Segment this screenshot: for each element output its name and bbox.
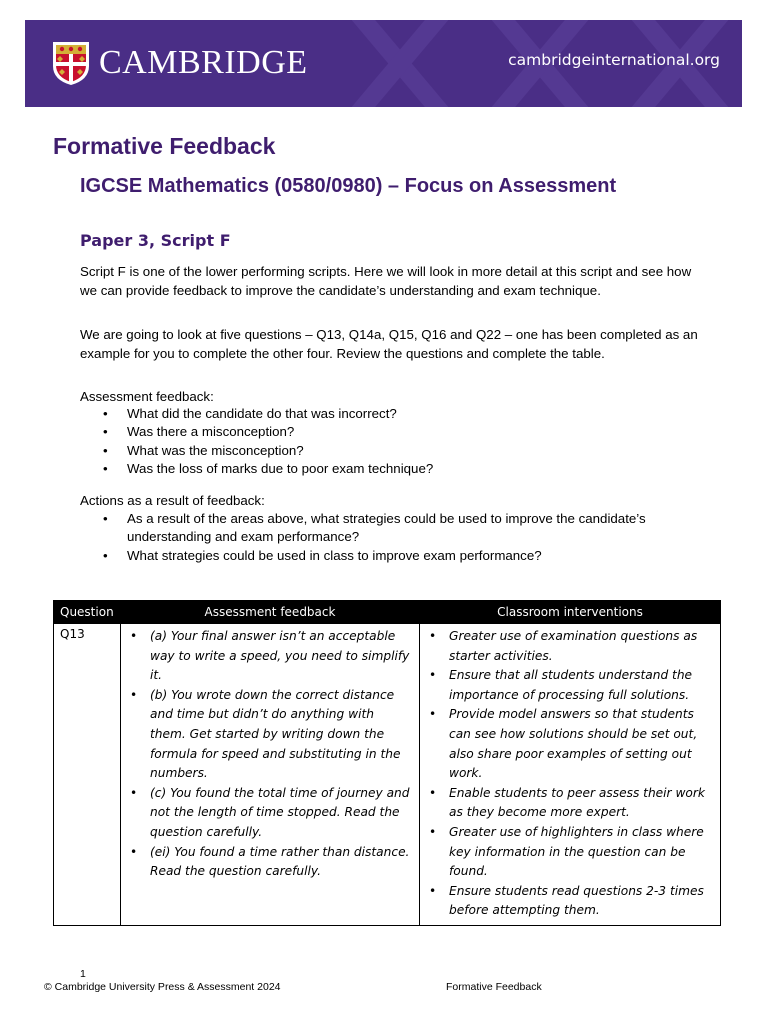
intervention-text: Greater use of examination questions as starter activities. bbox=[449, 629, 698, 663]
bullet-icon: • bbox=[103, 442, 108, 458]
list-item-text: Was there a misconception? bbox=[127, 424, 295, 440]
bullet-icon: • bbox=[103, 547, 108, 563]
list-item bbox=[80, 547, 700, 565]
paper-heading: Paper 3, Script F bbox=[80, 231, 231, 250]
feedback-text: (ei) You found a time rather than distance. Read the question carefully. bbox=[150, 844, 410, 879]
feedback-text: (c) You found the total time of journey and not the length of time stopped. Read the question carefully. bbox=[150, 785, 410, 839]
bullet-icon: • bbox=[130, 629, 138, 643]
bullet-icon: • bbox=[429, 824, 437, 839]
list-item-text: What strategies could be used in class to improve exam performance? bbox=[127, 547, 542, 563]
bullet-icon: • bbox=[429, 668, 437, 683]
cambridge-shield-icon bbox=[51, 40, 91, 86]
actions-lead: Actions as a result of feedback: bbox=[80, 493, 265, 508]
feedback-table bbox=[53, 600, 721, 926]
footer-doc-title: Formative Feedback bbox=[446, 981, 542, 993]
feedback-cell bbox=[121, 624, 420, 926]
list-item bbox=[80, 510, 700, 547]
interventions-cell bbox=[420, 624, 721, 926]
bullet-icon: • bbox=[130, 844, 138, 859]
page-title: Formative Feedback bbox=[53, 133, 276, 159]
list-item bbox=[426, 882, 714, 921]
list-item bbox=[127, 843, 413, 882]
feedback-text: (b) You wrote down the correct distance and time but didn’t do anything with them. Get started by writing down the formula for speed and substituting in the numbers. bbox=[150, 687, 401, 781]
list-item bbox=[426, 705, 714, 783]
footer-copyright: © Cambridge University Press & Assessment 2024 bbox=[44, 981, 281, 993]
instructions-paragraph: We are going to look at five questions – Q13, Q14a, Q15, Q16 and Q22 – one has been completed as an example for you to complete the other four. Review the questions and complete the table. bbox=[80, 327, 698, 361]
bullet-icon: • bbox=[103, 460, 108, 476]
cambridge-logo[interactable] bbox=[51, 40, 308, 86]
bullet-icon: • bbox=[130, 785, 138, 800]
column-header-assessment-feedback: Assessment feedback bbox=[121, 601, 420, 624]
list-item bbox=[80, 405, 700, 423]
column-header-question: Question bbox=[54, 601, 121, 624]
list-item bbox=[80, 460, 700, 478]
list-item-text: As a result of the areas above, what strategies could be used to improve the candidate’s understanding and exam performance? bbox=[127, 511, 646, 545]
bullet-icon: • bbox=[429, 883, 437, 898]
header-banner bbox=[25, 20, 742, 107]
intervention-text: Enable students to peer assess their work as they become more expert. bbox=[449, 785, 705, 820]
page-number: 1 bbox=[80, 968, 86, 980]
intro-paragraph: Script F is one of the lower performing scripts. Here we will look in more detail at this script and see how we can provide feedback to improve the candidate’s understanding and exam technique. bbox=[80, 264, 692, 298]
intervention-text: Greater use of highlighters in class where key information in the question can be found. bbox=[449, 824, 704, 879]
list-item bbox=[127, 784, 413, 843]
list-item bbox=[426, 823, 714, 882]
question-cell: Q13 bbox=[54, 624, 121, 926]
bullet-icon: • bbox=[429, 785, 437, 800]
list-item bbox=[426, 666, 714, 705]
list-item bbox=[80, 442, 700, 460]
list-item bbox=[80, 423, 700, 441]
feedback-text: (a) Your final answer isn’t an acceptable way to write a speed, you need to simplify it. bbox=[150, 629, 410, 683]
assessment-feedback-lead: Assessment feedback: bbox=[80, 389, 214, 404]
list-item bbox=[426, 784, 714, 823]
assessment-feedback-list bbox=[80, 405, 700, 478]
column-header-classroom-interventions: Classroom interventions bbox=[420, 601, 721, 624]
bullet-icon: • bbox=[103, 424, 108, 440]
intervention-text: Ensure students read questions 2-3 times before attempting them. bbox=[449, 883, 704, 918]
table-header-row bbox=[54, 601, 721, 624]
intervention-text: Ensure that all students understand the importance of processing full solutions. bbox=[449, 668, 693, 702]
bullet-icon: • bbox=[130, 687, 138, 702]
list-item-text: What was the misconception? bbox=[127, 442, 304, 458]
list-item bbox=[127, 686, 413, 784]
intervention-text: Provide model answers so that students can see how solutions should be set out, also share poor examples of setting out work. bbox=[449, 707, 698, 781]
bullet-icon: • bbox=[429, 707, 437, 722]
website-link[interactable]: cambridgeinternational.org bbox=[508, 51, 720, 69]
list-item-text: What did the candidate do that was incorrect? bbox=[127, 406, 397, 421]
bullet-icon: • bbox=[103, 511, 108, 526]
table-row bbox=[54, 624, 721, 926]
list-item-text: Was the loss of marks due to poor exam technique? bbox=[127, 460, 434, 476]
list-item bbox=[426, 627, 714, 666]
brand-wordmark: CAMBRIDGE bbox=[99, 44, 308, 81]
page-subtitle: IGCSE Mathematics (0580/0980) – Focus on Assessment bbox=[80, 175, 617, 197]
actions-list bbox=[80, 510, 700, 565]
bullet-icon: • bbox=[429, 629, 437, 643]
list-item bbox=[127, 627, 413, 686]
bullet-icon: • bbox=[103, 406, 108, 421]
